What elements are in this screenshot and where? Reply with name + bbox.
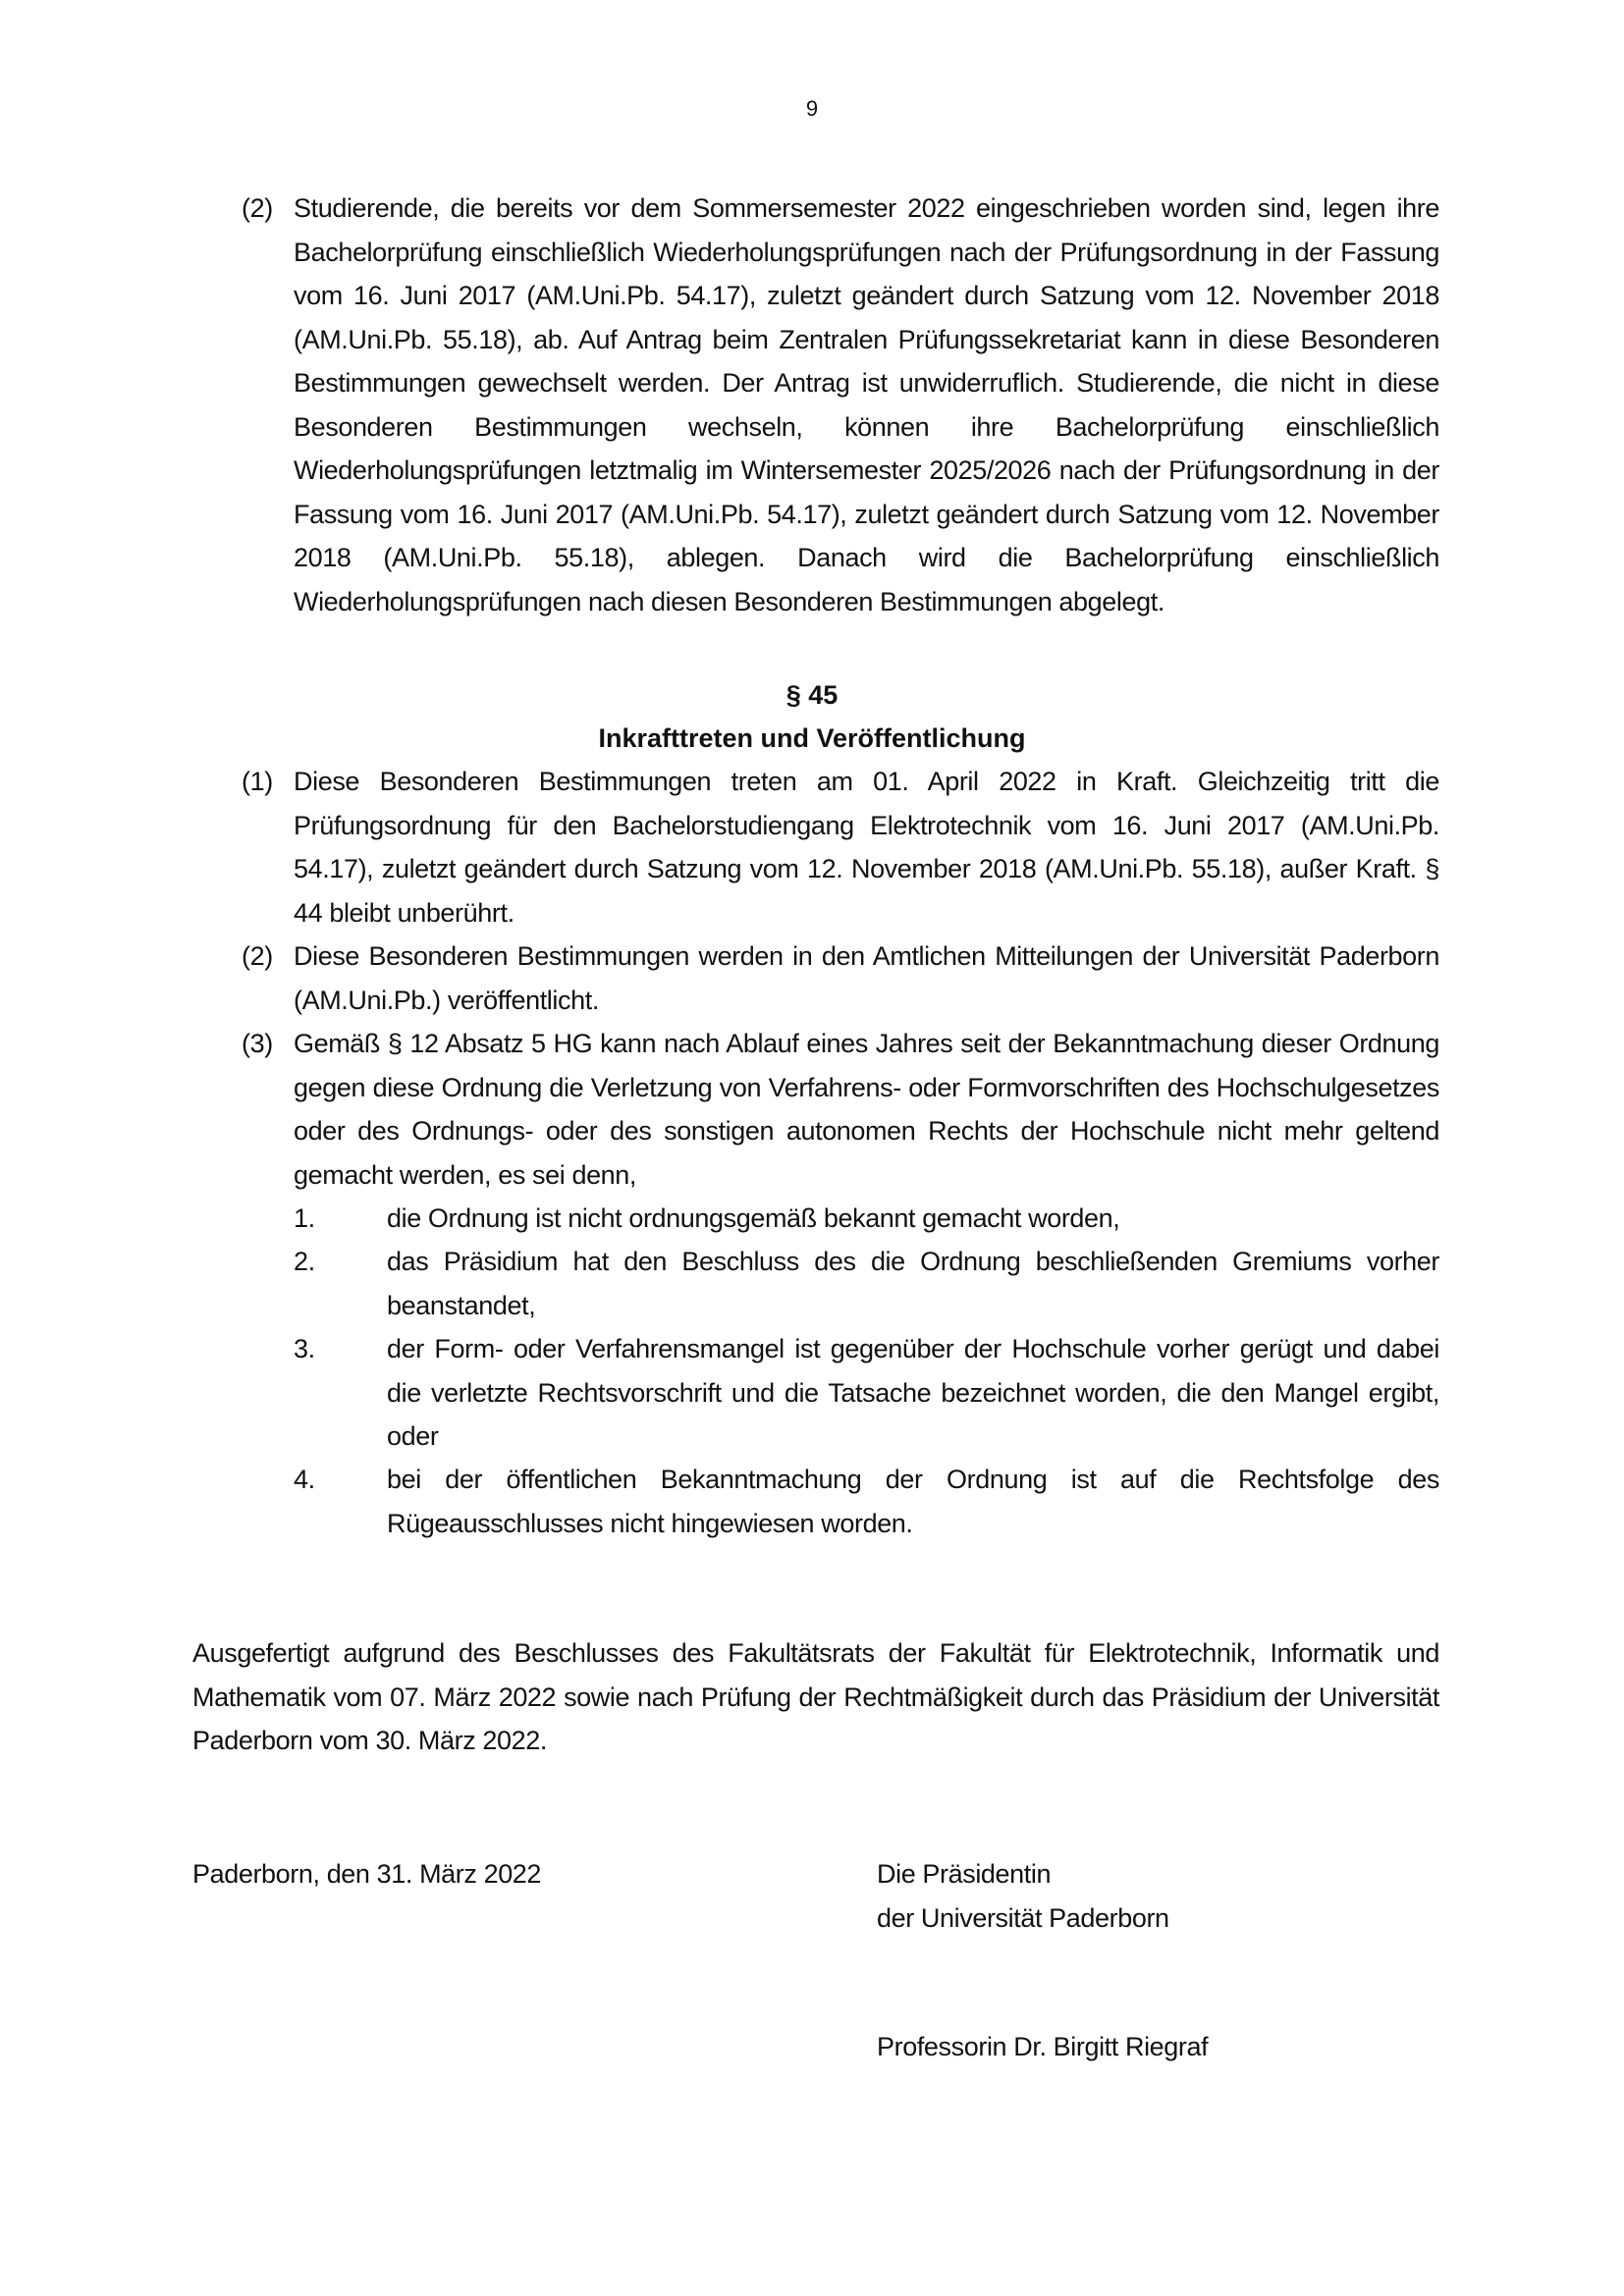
paragraph-number: (2) <box>242 941 273 971</box>
paragraph-number: (3) <box>242 1029 273 1058</box>
paragraph-text: Studierende, die bereits vor dem Sommersemester 2022 eingeschrieben worden sind, legen ihre Bachelorprüfung einschließlich Wiederholungsprüfungen nach der Prüfungsordnung in der Fassung vom 16. Juni 2017 (AM.Uni.Pb. 54.17), zuletzt geändert durch Satzung vom 12. November 2018 (AM.Uni.Pb. 55.18), ab. Auf Antrag beim Zentralen Prüfungssekretariat kann in diese Besonderen Bestimmungen gewechselt werden. Der Antrag ist unwiderruflich. Studierende, die nicht in diese Besonderen Bestimmungen wechseln, können ihre Bachelorprüfung einschließlich Wiederholungsprüfungen letztmalig im Wintersemester 2025/2026 nach der Prüfungsordnung in der Fassung vom 16. Juni 2017 (AM.Uni.Pb. 54.17), zuletzt geändert durch Satzung vom 12. November 2018 (AM.Uni.Pb. 55.18), ablegen. Danach wird die Bachelorprüfung einschließlich Wiederholungsprüfungen nach diesen Besonderen Bestimmungen abgelegt. <box>294 193 1439 616</box>
list-number: 4. <box>294 1465 315 1494</box>
signatory-name: Professorin Dr. Birgitt Riegraf <box>877 2032 1209 2061</box>
paragraph-text: Diese Besonderen Bestimmungen treten am 01. April 2022 in Kraft. Gleichzeitig tritt die Prüfungsordnung für den Bachelorstudiengang Elektrotechnik vom 16. Juni 2017 (AM.Uni.Pb. 54.17), zuletzt geändert durch Satzung vom 12. November 2018 (AM.Uni.Pb. 55.18), außer Kraft. § 44 bleibt unberührt. <box>294 767 1439 928</box>
signatory-title <box>877 1852 1169 1940</box>
paragraph-text: Diese Besonderen Bestimmungen werden in den Amtlichen Mitteilungen der Universität Paderborn (AM.Uni.Pb.) veröffentlicht. <box>294 941 1439 1015</box>
list-number: 2. <box>294 1247 315 1276</box>
section-title: Inkrafttreten und Veröffentlichung <box>598 723 1026 753</box>
place-date: Paderborn, den 31. März 2022 <box>192 1859 542 1889</box>
signatory-title-line-2: der Universität Paderborn <box>877 1902 1169 1933</box>
paragraph-number: (1) <box>242 767 273 796</box>
section45-paragraph-1 <box>242 760 1439 934</box>
closing-paragraph: Ausgefertigt aufgrund des Beschlusses des Fakultätsrats der Fakultät für Elektrotechnik, Informatik und Mathematik vom 07. März 2022 sowie nach Prüfung der Rechtmäßigkeit durch das Präsidium der Universität Paderborn vom 30. März 2022. <box>192 1638 1439 1755</box>
section45-paragraph-3 <box>242 1022 1439 1197</box>
list-item-2 <box>294 1240 1439 1327</box>
page-number: 9 <box>805 96 819 121</box>
signatory-title-line-1: Die Präsidentin <box>877 1859 1052 1889</box>
list-text: die Ordnung ist nicht ordnungsgemäß bekannt gemacht worden, <box>387 1203 1120 1233</box>
paragraph-text: Gemäß § 12 Absatz 5 HG kann nach Ablauf eines Jahres seit der Bekanntmachung dieser Ordnung gegen diese Ordnung die Verletzung von Verfahrens- oder Formvorschriften des Hochschulgesetzes oder des Ordnungs- oder des sonstigen autonomen Rechts der Hochschule nicht mehr geltend gemacht werden, es sei denn, <box>294 1029 1439 1190</box>
list-text: der Form- oder Verfahrensmangel ist gegenüber der Hochschule vorher gerügt und dabei die verletzte Rechtsvorschrift und die Tatsache bezeichnet worden, die den Mangel ergibt, oder <box>387 1334 1439 1451</box>
section44-paragraph-2 <box>242 187 1439 623</box>
list-number: 3. <box>294 1334 315 1363</box>
section45-paragraph-2 <box>242 934 1439 1022</box>
list-item-3 <box>294 1327 1439 1459</box>
list-text: bei der öffentlichen Bekanntmachung der Ordnung ist auf die Rechtsfolge des Rügeausschlusses nicht hingewiesen worden. <box>387 1465 1439 1538</box>
section-number: § 45 <box>785 680 839 710</box>
list-text: das Präsidium hat den Beschluss des die Ordnung beschließenden Gremiums vorher beanstandet, <box>387 1247 1439 1320</box>
list-number: 1. <box>294 1203 315 1233</box>
paragraph-number: (2) <box>242 193 273 223</box>
list-item-4 <box>294 1458 1439 1545</box>
list-item-1 <box>294 1197 1439 1241</box>
